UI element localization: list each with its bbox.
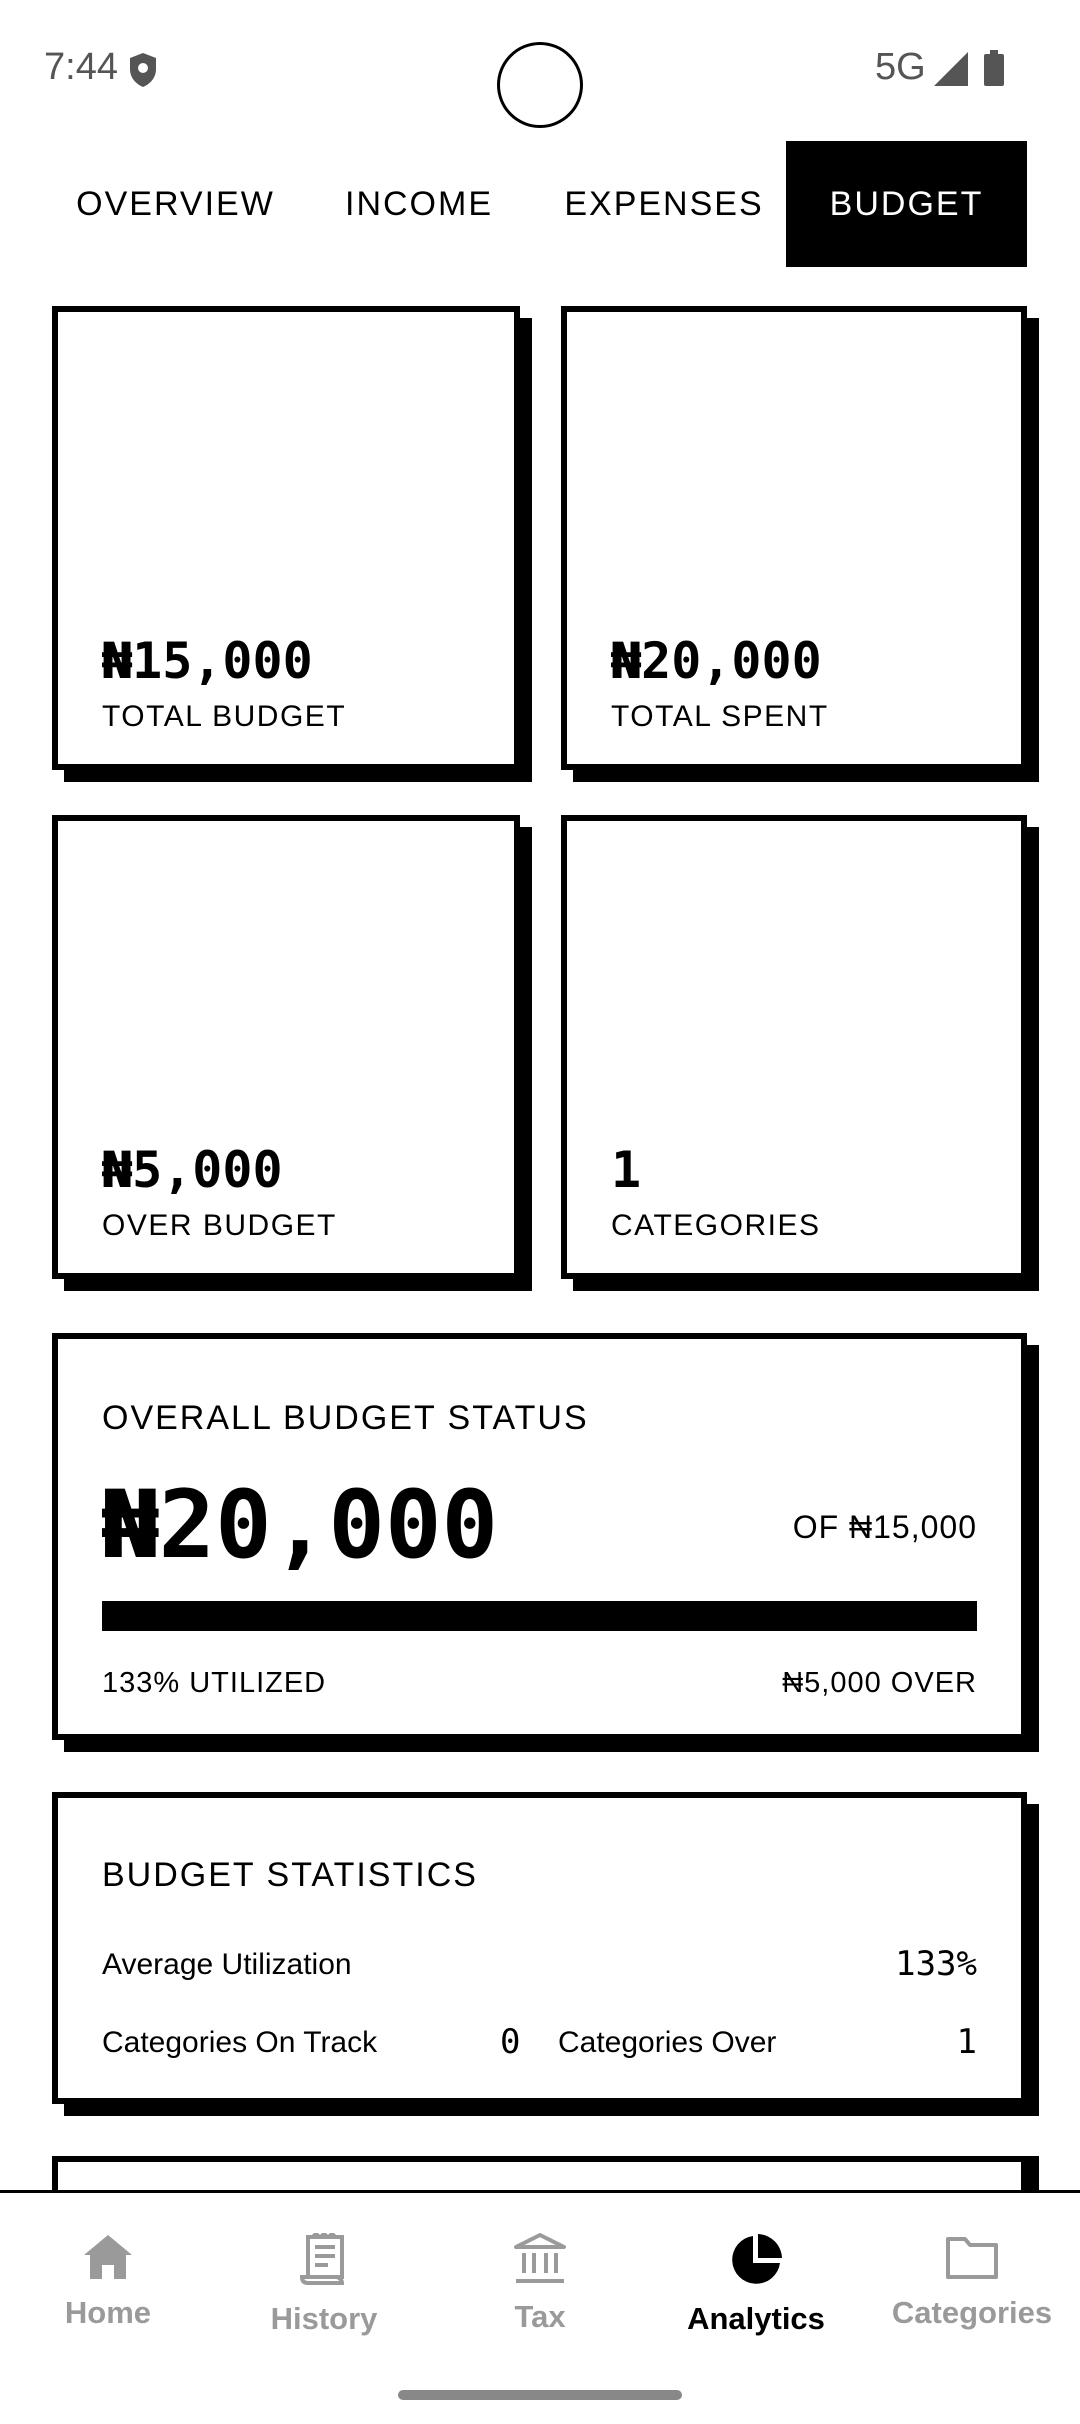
tab-budget[interactable]: BUDGET [786,141,1027,267]
bottom-navigation [0,2190,1080,2424]
over-budget-value: ₦5,000 [102,1141,283,1199]
nav-home-label: Home [64,2295,152,2330]
budget-statistics-card [52,1792,1027,2104]
categories-label: CATEGORIES [611,1209,821,1242]
pie-chart-icon [729,2233,783,2287]
total-spent-value: ₦20,000 [611,632,822,690]
overall-budget-total: OF ₦15,000 [792,1509,977,1545]
nav-categories[interactable] [864,2233,1080,2331]
tab-income[interactable]: INCOME [345,184,493,223]
average-utilization-label: Average Utilization [102,1948,352,1981]
over-amount-text: ₦5,000 OVER [782,1667,977,1699]
battery-icon [984,50,1004,86]
bank-icon [514,2233,566,2285]
analytics-tabs [55,141,1027,267]
nav-tax[interactable] [432,2233,648,2335]
total-budget-label: TOTAL BUDGET [102,700,347,733]
home-icon [82,2233,134,2281]
nav-analytics-label: Analytics [687,2301,825,2336]
over-budget-card [52,815,520,1279]
budget-progress-fill [102,1601,977,1631]
categories-over-value: 1 [956,2022,977,2062]
over-budget-label: OVER BUDGET [102,1209,337,1242]
nav-history-label: History [270,2301,378,2336]
overall-budget-status-card [52,1333,1027,1740]
total-budget-value: ₦15,000 [102,632,313,690]
budget-progress-bar [102,1601,977,1631]
categories-value: 1 [611,1141,642,1199]
categories-card [561,815,1027,1279]
home-indicator[interactable] [398,2390,682,2400]
tab-expenses[interactable]: EXPENSES [564,184,764,223]
overall-budget-title: OVERALL BUDGET STATUS [102,1399,589,1437]
categories-on-track-label: Categories On Track [102,2026,378,2059]
categories-on-track-value: 0 [500,2022,521,2062]
nav-home[interactable] [0,2233,216,2331]
network-label: 5G [875,46,926,88]
categories-over-label: Categories Over [558,2026,777,2059]
signal-icon [934,52,970,86]
nav-tax-label: Tax [514,2299,566,2334]
camera-cutout [497,42,583,128]
receipt-icon [298,2233,350,2287]
average-utilization-value: 133% [895,1944,977,1984]
nav-categories-label: Categories [891,2295,1053,2330]
shield-icon [128,52,158,88]
folder-icon [945,2233,999,2281]
tab-overview[interactable]: OVERVIEW [76,184,275,223]
status-bar [0,0,1080,140]
total-budget-card [52,306,520,770]
budget-statistics-title: BUDGET STATISTICS [102,1856,478,1894]
nav-analytics[interactable] [648,2233,864,2337]
nav-history[interactable] [216,2233,432,2337]
utilization-text: 133% UTILIZED [102,1667,327,1699]
total-spent-label: TOTAL SPENT [611,700,829,733]
overall-spent-amount: ₦20,000 [102,1471,499,1580]
status-time: 7:44 [44,46,118,88]
total-spent-card [561,306,1027,770]
